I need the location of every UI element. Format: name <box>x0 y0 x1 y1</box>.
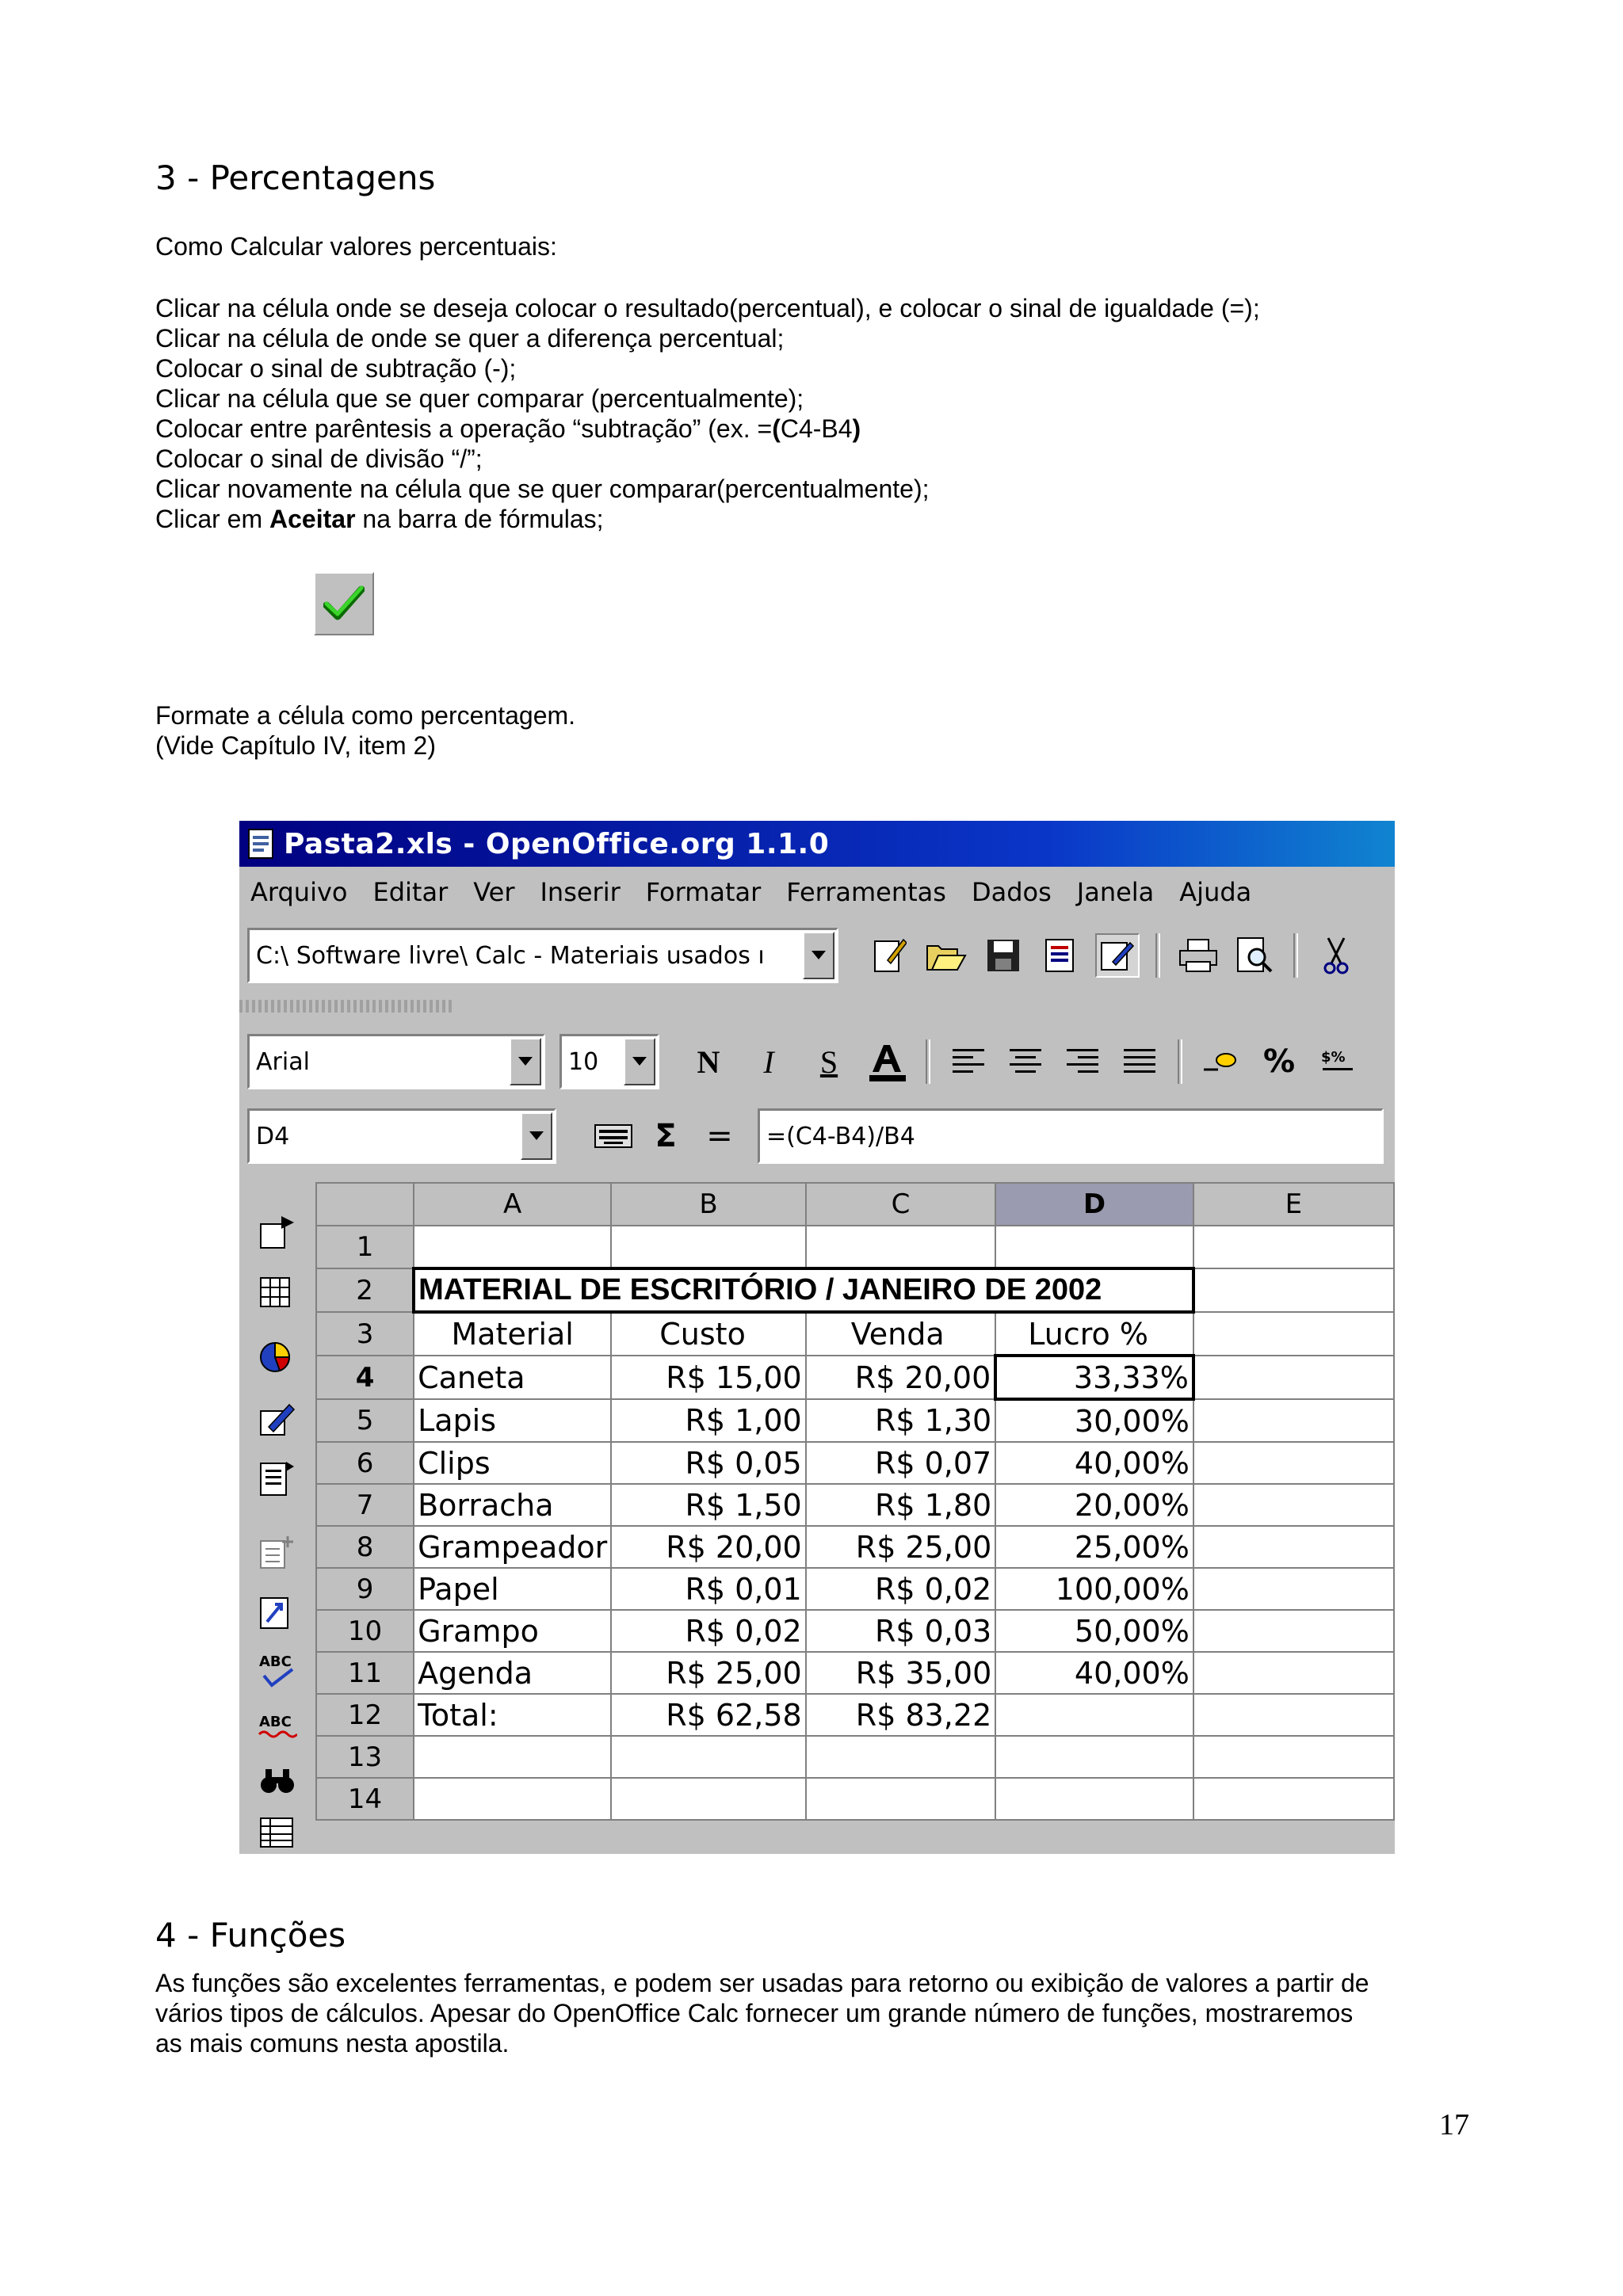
menu-arquivo[interactable]: Arquivo <box>250 877 348 907</box>
svg-text:$%: $% <box>1321 1049 1346 1066</box>
cell[interactable]: 20,00% <box>995 1484 1193 1526</box>
name-box[interactable] <box>247 1108 556 1164</box>
step-3: Colocar o sinal de subtração (-); <box>155 354 517 383</box>
export-pdf-button[interactable] <box>1038 933 1083 978</box>
cell[interactable] <box>806 1778 996 1820</box>
cell[interactable]: R$ 25,00 <box>806 1526 996 1568</box>
menu-bar <box>239 867 1395 917</box>
menu-inserir[interactable]: Inserir <box>540 877 621 907</box>
menu-janela[interactable]: Janela <box>1076 877 1155 907</box>
main-toolbar <box>239 1182 315 1854</box>
intro-text: Como Calcular valores percentuais: <box>155 232 557 261</box>
cell[interactable] <box>1193 1652 1394 1694</box>
font-name-combo[interactable] <box>247 1034 545 1089</box>
data-sources-icon <box>258 1812 297 1852</box>
cell[interactable]: R$ 0,07 <box>806 1442 996 1484</box>
cell[interactable] <box>1193 1526 1394 1568</box>
cell[interactable] <box>1193 1736 1394 1778</box>
font-name-value: Arial <box>256 1047 310 1076</box>
select-all-corner[interactable] <box>316 1183 414 1226</box>
table-row <box>316 1652 1394 1694</box>
align-justify-icon <box>1124 1047 1155 1076</box>
cell[interactable]: R$ 0,01 <box>611 1568 805 1610</box>
cell[interactable]: R$ 1,50 <box>611 1484 805 1526</box>
print-button[interactable] <box>1176 933 1220 978</box>
cell[interactable] <box>806 1736 996 1778</box>
chevron-down-icon <box>518 1057 533 1066</box>
table-row <box>316 1610 1394 1652</box>
step-5: Colocar entre parêntesis a operação “subtração” (ex. =(C4-B4) <box>155 414 861 443</box>
path-dropdown-button[interactable] <box>803 932 834 979</box>
column-header-b[interactable]: B <box>611 1183 805 1226</box>
cell[interactable]: R$ 0,02 <box>611 1610 805 1652</box>
font-name-dropdown-button[interactable] <box>510 1038 541 1085</box>
cell[interactable] <box>611 1778 805 1820</box>
cell[interactable] <box>1193 1356 1394 1399</box>
menu-editar[interactable]: Editar <box>372 877 449 907</box>
percent-format-button[interactable]: % <box>1262 1043 1296 1080</box>
active-cell-d4[interactable]: 33,33% <box>995 1356 1193 1399</box>
table-row <box>316 1778 1394 1820</box>
cell[interactable]: 40,00% <box>995 1652 1193 1694</box>
function-toolbar <box>239 924 1395 987</box>
total-venda-cell[interactable]: R$ 83,22 <box>806 1694 996 1736</box>
step-4: Clicar na célula que se quer comparar (percentualmente); <box>155 384 804 413</box>
row-header[interactable]: 11 <box>316 1652 414 1694</box>
cell[interactable]: R$ 25,00 <box>611 1652 805 1694</box>
table-row <box>316 1356 1394 1399</box>
calc-window <box>239 821 1395 1854</box>
table-row <box>316 1399 1394 1442</box>
row-header[interactable]: 9 <box>316 1568 414 1610</box>
cell[interactable] <box>414 1226 611 1268</box>
row-header[interactable]: 14 <box>316 1778 414 1820</box>
autoformat-button[interactable] <box>255 1531 300 1575</box>
sheet-title-cell[interactable]: MATERIAL DE ESCRITÓRIO / JANEIRO DE 2002 <box>414 1268 1193 1312</box>
toolbar-separator <box>1178 1039 1182 1084</box>
paragraph-line: As funções são excelentes ferramentas, e podem ser usadas para retorno ou exibição de valores a partir de <box>155 1969 1369 1997</box>
draw-pencil-icon <box>258 1400 297 1440</box>
toolbar-separator <box>926 1039 930 1084</box>
column-header-e[interactable]: E <box>1193 1183 1394 1226</box>
functions-paragraph <box>155 1968 1369 2058</box>
bold-button[interactable]: N <box>697 1043 720 1080</box>
menu-formatar[interactable]: Formatar <box>645 877 762 907</box>
row-header[interactable]: 7 <box>316 1484 414 1526</box>
formula-bar <box>239 1104 1395 1168</box>
table-row <box>316 1226 1394 1268</box>
cell[interactable] <box>995 1694 1193 1736</box>
spreadsheet-grid <box>315 1182 1395 1821</box>
sum-button[interactable]: Σ <box>655 1118 677 1154</box>
save-disk-icon <box>986 938 1021 973</box>
cell[interactable] <box>995 1226 1193 1268</box>
formatting-toolbar <box>239 1030 1395 1093</box>
keyboard-icon <box>594 1124 632 1148</box>
section-heading-funcoes: 4 - Funções <box>155 1916 346 1955</box>
cell[interactable] <box>611 1736 805 1778</box>
column-header-c[interactable]: C <box>806 1183 996 1226</box>
cell[interactable]: R$ 0,03 <box>806 1610 996 1652</box>
row-header[interactable]: 2 <box>316 1268 414 1312</box>
table-row <box>316 1484 1394 1526</box>
autospellcheck-button[interactable] <box>255 1707 300 1751</box>
cell[interactable] <box>1193 1610 1394 1652</box>
cell[interactable]: 30,00% <box>995 1399 1193 1442</box>
cell[interactable]: Lapis <box>414 1399 611 1442</box>
edit-file-button[interactable] <box>867 933 911 978</box>
column-header-d[interactable]: D <box>995 1183 1193 1226</box>
toolbar-separator <box>1155 933 1160 978</box>
svg-text:ABC: ABC <box>259 1653 292 1670</box>
cell[interactable]: Grampo <box>414 1610 611 1652</box>
font-size-combo[interactable] <box>559 1034 659 1089</box>
cell[interactable]: R$ 20,00 <box>611 1526 805 1568</box>
print-preview-icon <box>1236 936 1274 974</box>
format-instruction: Formate a célula como percentagem. <box>155 701 576 730</box>
insert-chart-button[interactable] <box>255 1333 300 1377</box>
header-cell-custo[interactable]: Custo <box>611 1312 805 1356</box>
formula-input[interactable] <box>758 1108 1384 1164</box>
svg-text:ABC: ABC <box>259 1714 292 1730</box>
binoculars-icon <box>258 1761 297 1801</box>
cell[interactable] <box>995 1778 1193 1820</box>
cell[interactable]: R$ 20,00 <box>806 1356 996 1399</box>
chapter-reference: (Vide Capítulo IV, item 2) <box>155 731 436 760</box>
formula-value: =(C4-B4)/B4 <box>766 1122 915 1150</box>
open-button[interactable] <box>924 933 968 978</box>
insert-cells-button[interactable] <box>255 1269 300 1314</box>
cell[interactable]: Agenda <box>414 1652 611 1694</box>
name-box-dropdown-button[interactable] <box>521 1112 552 1160</box>
cell[interactable]: 50,00% <box>995 1610 1193 1652</box>
draw-functions-button[interactable] <box>255 1398 300 1442</box>
underline-button[interactable]: S <box>819 1043 838 1080</box>
pie-chart-icon <box>258 1335 297 1375</box>
table-row <box>316 1568 1394 1610</box>
column-header-a[interactable]: A <box>414 1183 611 1226</box>
cell[interactable] <box>1193 1312 1394 1356</box>
save-button[interactable] <box>981 933 1025 978</box>
cell[interactable]: Clips <box>414 1442 611 1484</box>
form-document-icon <box>258 1459 297 1498</box>
menu-dados[interactable]: Dados <box>971 877 1052 907</box>
edit-file-icon <box>872 936 907 974</box>
toolbar-grip[interactable] <box>239 1000 453 1013</box>
cell[interactable] <box>1193 1268 1394 1312</box>
accept-button[interactable] <box>314 572 374 635</box>
cell[interactable] <box>1193 1226 1394 1268</box>
printer-icon <box>1178 938 1218 973</box>
cell[interactable]: R$ 0,05 <box>611 1442 805 1484</box>
table-row <box>316 1442 1394 1484</box>
row-header[interactable]: 10 <box>316 1610 414 1652</box>
cell[interactable] <box>806 1226 996 1268</box>
header-cell-material[interactable]: Material <box>414 1312 611 1356</box>
italic-button[interactable]: I <box>763 1043 774 1080</box>
row-header[interactable]: 5 <box>316 1399 414 1442</box>
step-8: Clicar em Aceitar na barra de fórmulas; <box>155 505 604 533</box>
form-functions-button[interactable] <box>255 1456 300 1501</box>
document-export-icon <box>1043 936 1078 974</box>
align-center-icon <box>1010 1047 1041 1076</box>
find-replace-button[interactable] <box>255 1759 300 1803</box>
align-right-button[interactable] <box>1060 1039 1105 1084</box>
chevron-down-icon <box>812 951 826 960</box>
cell[interactable] <box>1193 1778 1394 1820</box>
cell[interactable] <box>1193 1442 1394 1484</box>
total-custo-cell[interactable]: R$ 62,58 <box>611 1694 805 1736</box>
scissors-icon <box>1322 936 1350 974</box>
table-row <box>316 1526 1394 1568</box>
steps-list <box>155 293 1260 534</box>
cell[interactable]: R$ 1,30 <box>806 1399 996 1442</box>
step-2: Clicar na célula de onde se quer a diferença percentual; <box>155 324 785 353</box>
chevron-down-icon <box>632 1057 647 1066</box>
cell[interactable]: R$ 35,00 <box>806 1652 996 1694</box>
cell[interactable] <box>414 1736 611 1778</box>
cell[interactable] <box>611 1226 805 1268</box>
align-right-icon <box>1067 1047 1098 1076</box>
menu-ver[interactable]: Ver <box>473 877 515 907</box>
align-center-button[interactable] <box>1003 1039 1048 1084</box>
window-title: Pasta2.xls - OpenOffice.org 1.1.0 <box>284 827 830 860</box>
header-cell-venda[interactable]: Venda <box>806 1312 996 1356</box>
section-heading-percentagens: 3 - Percentagens <box>155 158 436 197</box>
menu-ajuda[interactable]: Ajuda <box>1179 877 1252 907</box>
table-row <box>316 1268 1394 1312</box>
cell[interactable]: R$ 0,02 <box>806 1568 996 1610</box>
cell[interactable]: 25,00% <box>995 1526 1193 1568</box>
standard-format-button[interactable] <box>1316 1039 1360 1084</box>
column-header-row <box>316 1183 1394 1226</box>
align-left-button[interactable] <box>946 1039 991 1084</box>
open-folder-icon <box>926 938 967 973</box>
menu-ferramentas[interactable]: Ferramentas <box>786 877 946 907</box>
toolbar-separator <box>1293 933 1298 978</box>
cell[interactable]: R$ 15,00 <box>611 1356 805 1399</box>
cell-reference-value: D4 <box>256 1122 290 1150</box>
align-left-icon <box>953 1047 984 1076</box>
spellcheck-icon <box>258 1650 297 1690</box>
table-row <box>316 1694 1394 1736</box>
insert-object-icon <box>258 1213 297 1253</box>
cut-button[interactable] <box>1314 933 1358 978</box>
font-color-button[interactable] <box>865 1039 910 1084</box>
title-bar[interactable] <box>239 821 1395 867</box>
autoformat-icon <box>258 1533 297 1573</box>
page-number: 17 <box>1439 2108 1469 2142</box>
edit-mode-icon <box>1100 938 1135 973</box>
justify-button[interactable] <box>1117 1039 1162 1084</box>
cell[interactable] <box>414 1778 611 1820</box>
cell[interactable]: R$ 1,00 <box>611 1399 805 1442</box>
cell[interactable] <box>1193 1694 1394 1736</box>
chevron-down-icon <box>529 1131 544 1141</box>
navigator-button[interactable] <box>255 1591 300 1635</box>
edit-mode-button[interactable] <box>1095 933 1140 978</box>
select-button[interactable] <box>255 1211 300 1255</box>
checkmark-icon <box>323 585 365 623</box>
font-color-icon <box>868 1042 907 1081</box>
cell[interactable]: Borracha <box>414 1484 611 1526</box>
row-header[interactable]: 3 <box>316 1312 414 1356</box>
spellcheck-button[interactable] <box>255 1648 300 1692</box>
currency-format-button[interactable] <box>1198 1039 1243 1084</box>
row-header[interactable]: 6 <box>316 1442 414 1484</box>
cell[interactable]: Grampeador <box>414 1526 611 1568</box>
row-header[interactable]: 4 <box>316 1356 414 1399</box>
cell[interactable]: 100,00% <box>995 1568 1193 1610</box>
currency-coins-icon <box>1202 1046 1239 1077</box>
cell[interactable]: R$ 1,80 <box>806 1484 996 1526</box>
row-header[interactable]: 13 <box>316 1736 414 1778</box>
paragraph-line: vários tipos de cálculos. Apesar do OpenOffice Calc fornecer um grande número de funções, mostraremos <box>155 1999 1354 2027</box>
function-button[interactable]: = <box>706 1118 733 1154</box>
table-row <box>316 1312 1394 1356</box>
cell[interactable] <box>1193 1484 1394 1526</box>
cell[interactable]: Papel <box>414 1568 611 1610</box>
document-path-combo[interactable] <box>247 928 838 983</box>
row-header[interactable]: 8 <box>316 1526 414 1568</box>
cell[interactable] <box>995 1736 1193 1778</box>
document-path-value: C:\ Software livre\ Calc - Materiais usados ı <box>256 941 765 970</box>
cell[interactable]: Caneta <box>414 1356 611 1399</box>
number-format-icon <box>1319 1046 1356 1077</box>
insert-table-icon <box>258 1272 297 1311</box>
row-header[interactable]: 1 <box>316 1226 414 1268</box>
step-6: Colocar o sinal de divisão “/”; <box>155 444 483 473</box>
font-size-dropdown-button[interactable] <box>624 1038 655 1085</box>
function-wizard-button[interactable] <box>591 1114 636 1158</box>
cell[interactable]: 40,00% <box>995 1442 1193 1484</box>
paragraph-line: as mais comuns nesta apostila. <box>155 2029 510 2058</box>
step-1: Clicar na célula onde se deseja colocar o resultado(percentual), e colocar o sinal de igualdade (=); <box>155 294 1260 322</box>
cell[interactable] <box>1193 1568 1394 1610</box>
data-sources-button[interactable] <box>255 1810 300 1854</box>
table-row <box>316 1736 1394 1778</box>
cell[interactable] <box>1193 1399 1394 1442</box>
document-icon <box>247 828 274 860</box>
header-cell-lucro[interactable]: Lucro % <box>995 1312 1193 1356</box>
step-7: Clicar novamente na célula que se quer comparar(percentualmente); <box>155 475 930 503</box>
navigator-icon <box>258 1593 297 1633</box>
total-label-cell[interactable]: Total: <box>414 1694 611 1736</box>
font-size-value: 10 <box>568 1047 599 1076</box>
row-header[interactable]: 12 <box>316 1694 414 1736</box>
autospellcheck-icon <box>258 1709 297 1749</box>
print-preview-button[interactable] <box>1233 933 1277 978</box>
